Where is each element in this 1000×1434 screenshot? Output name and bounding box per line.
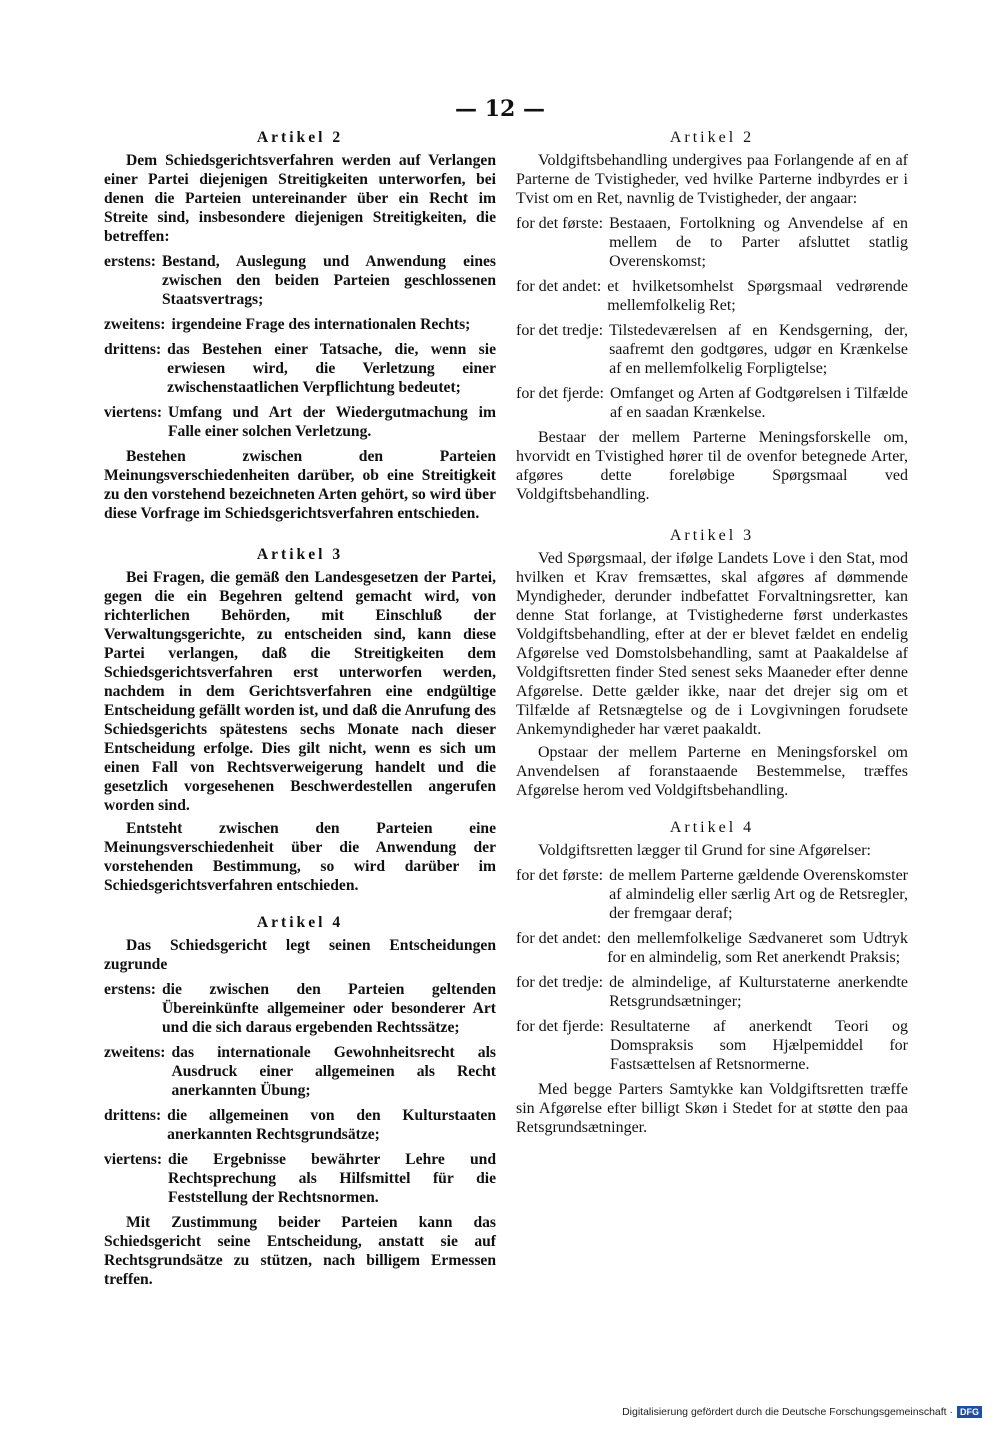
article-2-intro-da: Voldgiftsbehandling undergives paa Forlangende af en af Parterne de Tvistigheder, ved hvilke Parterne indbyrdes er i Tvist om en Ret, navnlig de Tvistigheder, der angaar: <box>516 152 908 207</box>
german-column <box>104 128 496 1293</box>
item-text: Resultaterne af anerkendt Teori og Domspraksis som Hjælpemiddel for Fastsættelsen af Retsnormerne. <box>609 1018 908 1073</box>
article-4-closing-da: Med begge Parters Samtykke kan Voldgiftsretten træffe sin Afgørelse efter billigt Skøn i Stedet for at støtte den paa Retsgrundsætninger. <box>516 1081 908 1136</box>
item-text: den mellemfolkelige Sædvaneret som Udtryk for en almindelig, som Ret anerkendt Praksis; <box>607 930 908 966</box>
item-text: Umfang und Art der Wiedergutmachung im Falle einer solchen Verletzung. <box>168 404 496 440</box>
item-text: die Ergebnisse bewährter Lehre und Rechtsprechung als Hilfsmittel für die Feststellung der Rechtsnormen. <box>168 1151 496 1206</box>
list-item <box>516 929 908 967</box>
article-2-heading-da: Artikel 2 <box>669 129 755 146</box>
item-text: Bestaaen, Fortolkning og Anvendelse af en mellem de to Parter afsluttet statlig Overenskomst; <box>609 215 908 270</box>
item-text: de almindelige, af Kulturstaterne anerkendte Retsgrundsætninger; <box>609 974 908 1010</box>
item-label: for det tredje: <box>516 974 604 991</box>
article-2-closing-de: Bestehen zwischen den Parteien Meinungsverschiedenheiten darüber, ob eine Streitigkeit zu den vorstehend bezeichneten Arten gehört, so wird über diese Vorfrage im Schiedsgerichtsverfahren entschieden. <box>104 448 496 522</box>
item-label: for det første: <box>516 215 604 232</box>
list-item <box>104 315 496 334</box>
dfg-logo: DFG <box>957 1406 982 1418</box>
article-3-p1-de: Bei Fragen, die gemäß den Landesgesetzen der Partei, gegen die ein Begehren geltend gemacht wird, von richterlichen Behörden, mit Einschluß der Verwaltungsgerichte, zu entscheiden sind, kann diese Partei verlangen, daß die Streitigkeiten dem Schiedsgerichtsverfahren erst unterworfen werden, nachdem in dem Gerichtsverfahren eine endgültige Entscheidung gefällt worden ist, und daß die Anrufung des Schiedsgerichts spätestens sechs Monate nach dieser Entscheidung erfolge. Dies gilt nicht, wenn es sich um einen Fall von Rechtsverweigerung handelt und die gesetzlich vorgesehenen Beschwerdestellen angerufen worden sind. <box>104 569 496 814</box>
article-2-heading-de: Artikel 2 <box>256 129 344 146</box>
item-label: for det fjerde: <box>516 385 604 402</box>
list-item <box>516 973 908 1011</box>
item-text: Tilstedeværelsen af en Kendsgerning, der, saafremt den godtgøres, udgør en Krænkelse af en mellemfolkelig Forpligtelse; <box>609 322 908 377</box>
article-4-intro-da: Voldgiftsretten lægger til Grund for sine Afgørelser: <box>538 842 871 859</box>
list-item <box>516 214 908 271</box>
list-item <box>516 384 908 422</box>
item-label: drittens: <box>104 341 162 358</box>
list-item <box>104 403 496 441</box>
page-number: — 12 — <box>455 96 545 122</box>
footer-text: Digitalisierung gefördert durch die Deutsche Forschungsgemeinschaft · <box>622 1406 953 1418</box>
item-text: et hvilketsomhelst Spørgsmaal vedrørende mellemfolkelig Ret; <box>607 278 908 314</box>
item-label: viertens: <box>104 1151 163 1168</box>
item-label: for det fjerde: <box>516 1018 604 1035</box>
item-label: erstens: <box>104 981 156 998</box>
item-label: zweitens: <box>104 1044 166 1061</box>
item-label: for det tredje: <box>516 322 604 339</box>
item-label: zweitens: <box>104 316 166 333</box>
item-text: irgendeine Frage des internationalen Rechts; <box>171 316 471 333</box>
list-item <box>516 277 908 315</box>
digitization-footer <box>622 1406 982 1418</box>
article-4-closing-de: Mit Zustimmung beider Parteien kann das Schiedsgericht seine Entscheidung, anstatt sie auf Rechtsgrundsätze zu stützen, nach billigem Ermessen treffen. <box>104 1214 496 1288</box>
list-item <box>516 1017 908 1074</box>
item-text: die zwischen den Parteien geltenden Übereinkünfte allgemeiner oder besonderer Art und die sich daraus ergebenden Rechtssätze; <box>161 981 496 1036</box>
article-3-heading-de: Artikel 3 <box>256 546 344 563</box>
article-2-closing-da: Bestaar der mellem Parterne Meningsforskelle om, hvorvidt en Tvistighed hører til de ovenfor betegnede Arter, afgøres dette foreløbige Spørgsmaal ved Voldgiftsbehandling. <box>516 429 908 503</box>
list-item <box>516 321 908 378</box>
item-label: for det andet: <box>516 930 602 947</box>
list-item <box>104 1106 496 1144</box>
item-text: Bestand, Auslegung und Anwendung eines zwischen den beiden Parteien geschlossenen Staatsvertrags; <box>161 253 496 308</box>
article-3-heading-da: Artikel 3 <box>669 527 755 544</box>
article-4-intro-de: Das Schiedsgericht legt seinen Entscheidungen zugrunde <box>104 937 496 973</box>
article-4-heading-da: Artikel 4 <box>669 819 755 836</box>
list-item <box>516 866 908 923</box>
list-item <box>104 980 496 1037</box>
item-label: for det første: <box>516 867 604 884</box>
article-3-p2-de: Entsteht zwischen den Parteien eine Meinungsverschiedenheit über die Anwendung der vorstehenden Bestimmung, so wird darüber im Schiedsgerichtsverfahren entschieden. <box>104 820 496 894</box>
danish-column <box>516 128 908 1141</box>
item-text: Omfanget og Arten af Godtgørelsen i Tilfælde af en saadan Krænkelse. <box>609 385 908 421</box>
item-label: viertens: <box>104 404 163 421</box>
item-text: das Bestehen einer Tatsache, die, wenn sie erwiesen wird, die Verletzung einer zwischenstaatlichen Verpflichtung bedeutet; <box>167 341 496 396</box>
article-2-intro-de: Dem Schiedsgerichtsverfahren werden auf Verlangen einer Partei diejenigen Streitigkeiten unterworfen, bei denen die Parteien untereinander über ein Recht im Streite sind, insbesondere diejenigen Streitigkeiten, die betreffen: <box>104 152 496 245</box>
item-text: die allgemeinen von den Kulturstaaten anerkannten Rechtsgrundsätze; <box>167 1107 496 1143</box>
article-3-p2-da: Opstaar der mellem Parterne en Meningsforskel om Anvendelsen af foranstaaende Bestemmelse, træffes Afgørelse herom ved Voldgiftsbehandling. <box>516 744 908 799</box>
item-text: das internationale Gewohnheitsrecht als Ausdruck einer allgemeinen als Recht anerkannten Übung; <box>171 1044 496 1099</box>
item-text: de mellem Parterne gældende Overenskomster af almindelig eller særlig Art og de Retsregler, der fremgaar deraf; <box>609 867 908 922</box>
list-item <box>104 1150 496 1207</box>
list-item <box>104 1043 496 1100</box>
article-3-p1-da: Ved Spørgsmaal, der ifølge Landets Love i den Stat, mod hvilken et Krav fremsættes, skal afgøres af dømmende Myndigheder, derunder indbefattet Forvaltningsretter, kan denne Stat forlange, at Tvistighederne først underkastes Voldgiftsbehandling, efter at der er blevet fældet en endelig Afgørelse ved Domstolsbehandling, samt at Paakaldelse af Voldgiftsretten finder Sted senest seks Maaneder efter denne Afgørelse. Dette gælder ikke, naar det drejer sig om et Tilfælde af Retsnægtelse og de i Lovgivningen forudsete Ankemyndigheder har været paakaldt. <box>516 550 908 738</box>
item-label: erstens: <box>104 253 156 270</box>
article-4-heading-de: Artikel 4 <box>256 914 344 931</box>
list-item <box>104 252 496 309</box>
item-label: for det andet: <box>516 278 602 295</box>
item-label: drittens: <box>104 1107 162 1124</box>
list-item <box>104 340 496 397</box>
